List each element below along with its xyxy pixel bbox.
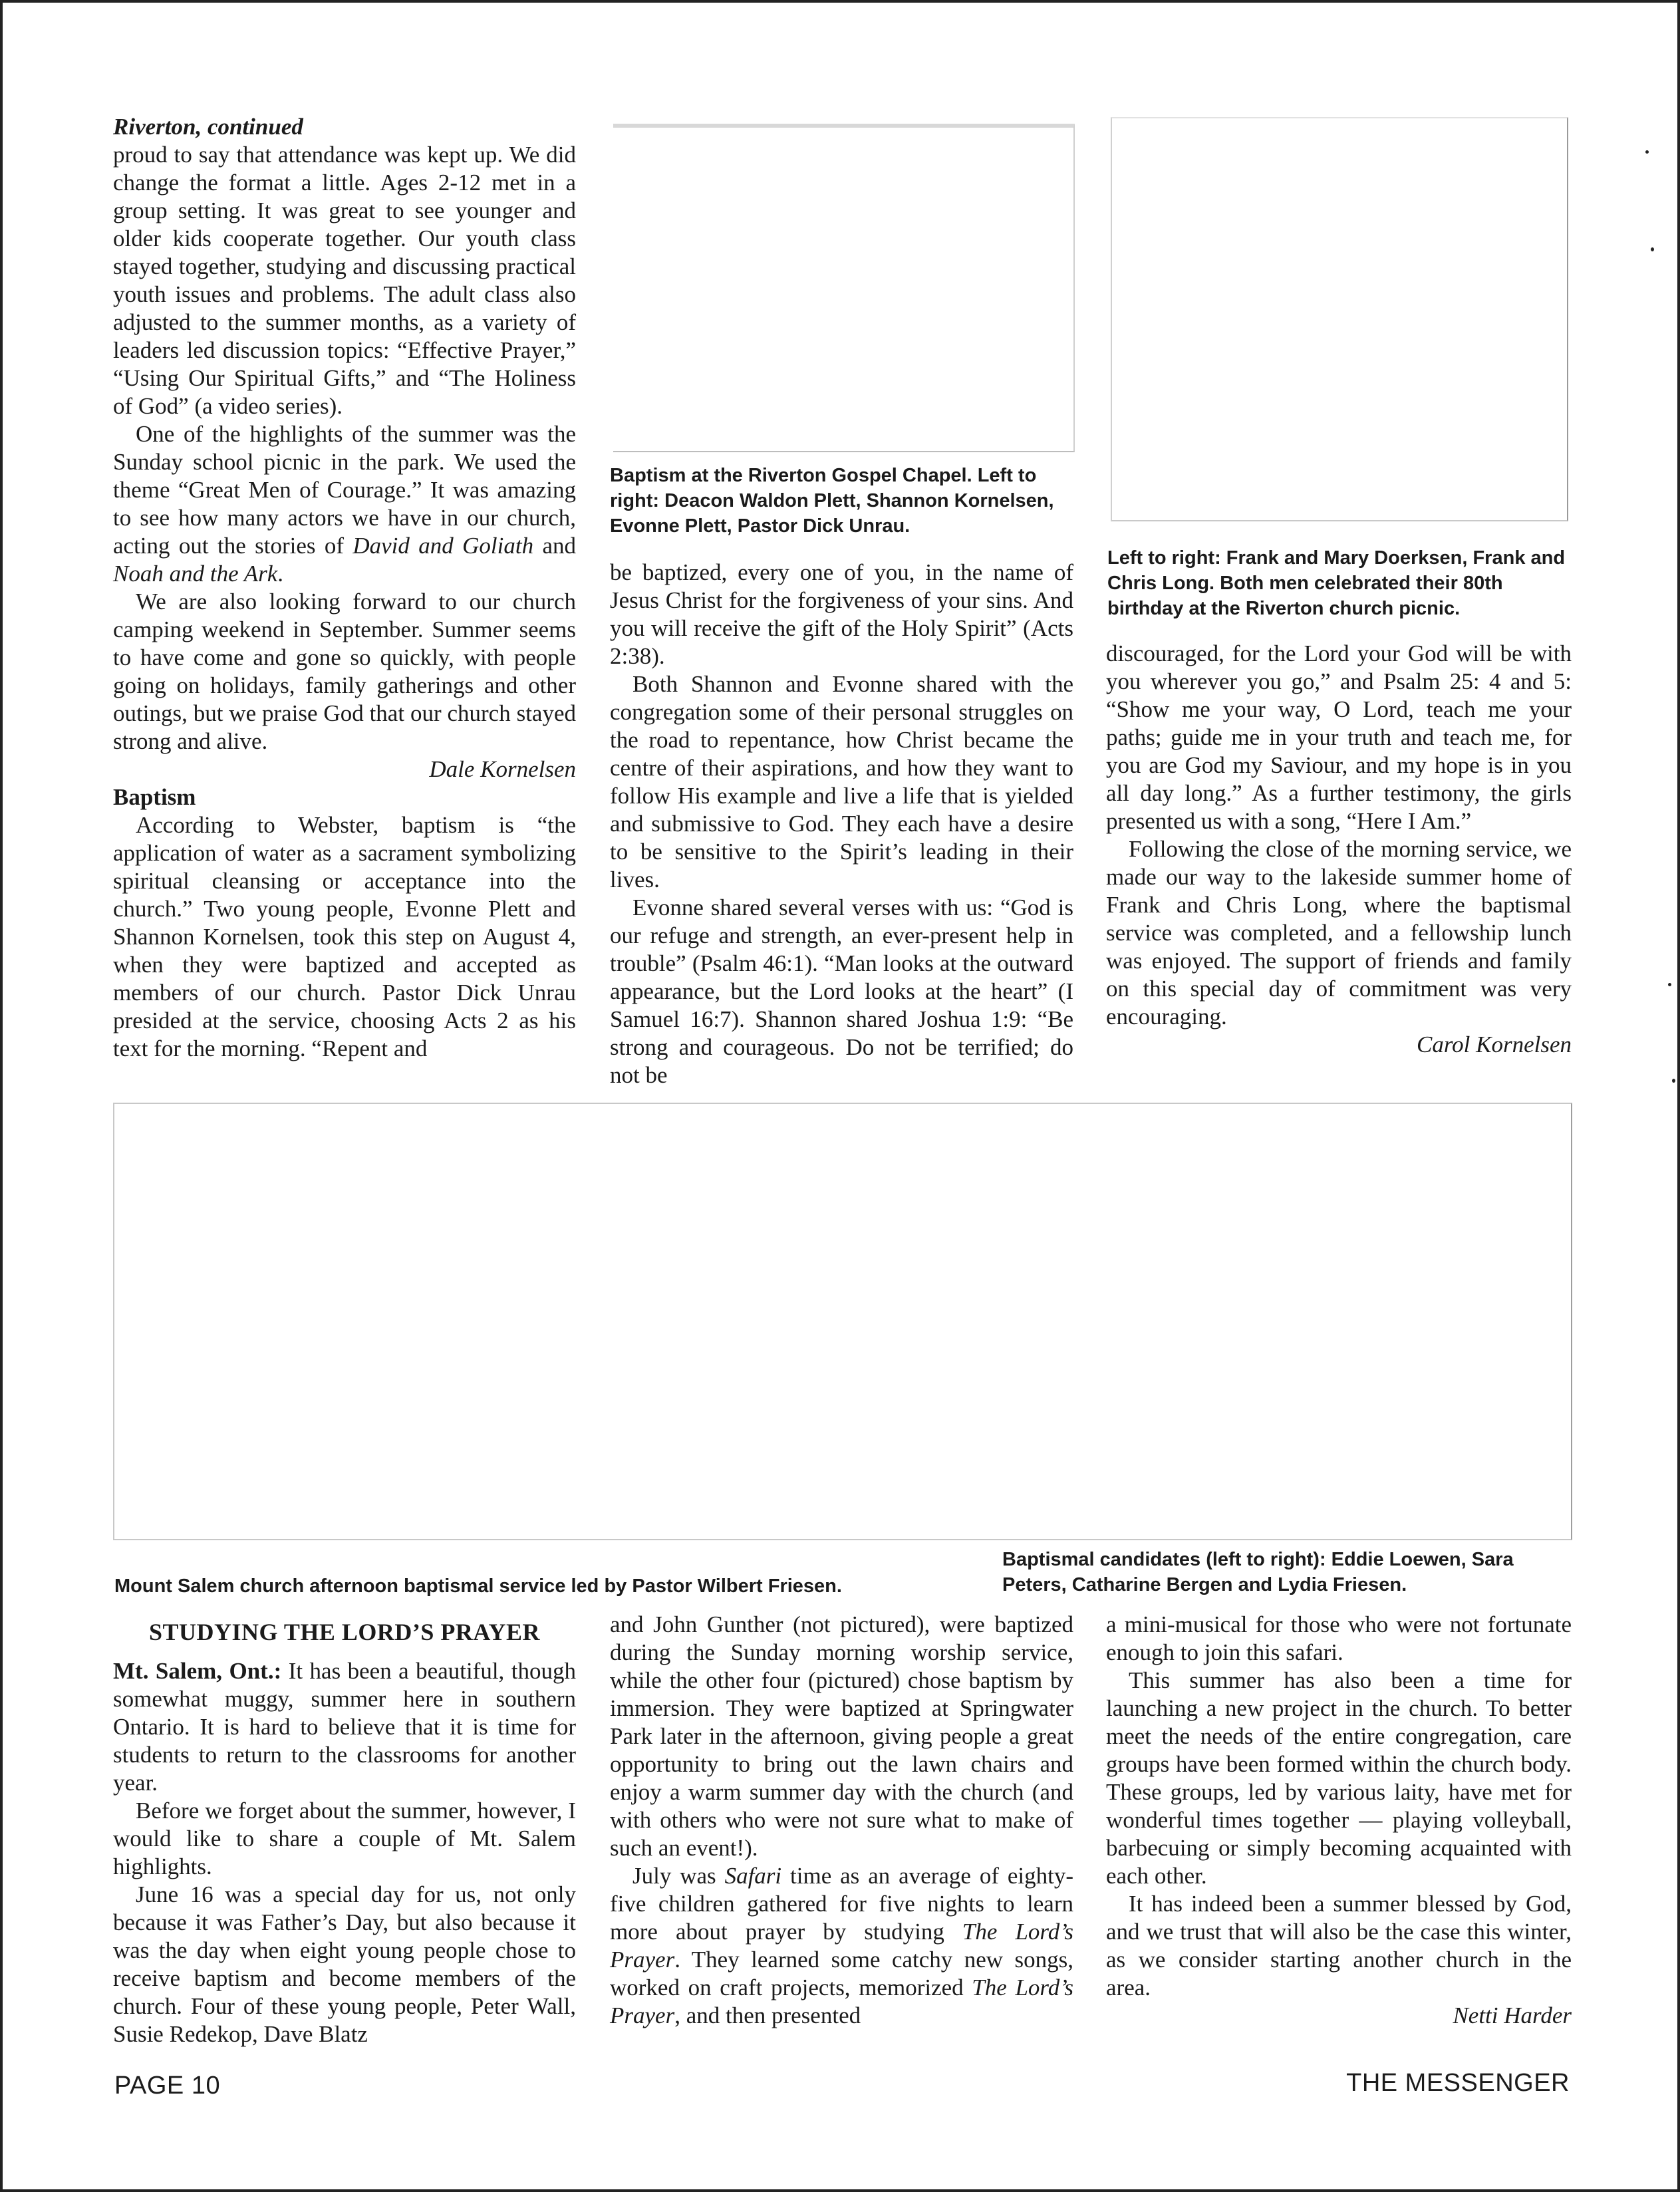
mount-salem-para-1 (113, 1657, 576, 1797)
mount-salem-para-3: June 16 was a special day for us, not only because it was Father’s Day, but also because it was the day when eight young people chose to receive baptism and become members of the church. Four of these young people, Peter Wall, Susie Redekop, Dave Blatz (113, 1881, 576, 2047)
riverton-story-2: Noah and the Ark (113, 561, 278, 587)
baptism-author: Carol Kornelsen (1416, 1031, 1572, 1057)
column-mount-salem-2 (610, 1611, 1073, 2030)
scan-speck (1672, 1079, 1675, 1083)
photo-mount-salem-baptism (113, 1103, 1572, 1540)
lords-prayer-italic-2: The Lord’s Prayer (610, 1975, 1073, 2028)
page-number: PAGE 10 (114, 2072, 221, 2100)
riverton-continued-heading: Riverton, continued (113, 114, 303, 140)
mount-salem-para-5 (610, 1862, 1073, 2030)
column-mount-salem-1 (113, 1617, 576, 2048)
baptism-para-4: Evonne shared several verses with us: “God is our refuge and strength, an ever-present help in trouble” (Psalm 46:1). “Man looks at the outward appearance, but the Lord looks at the heart” (I Samuel 16:7). Shannon shared Joshua 1:9: “Be strong and courageous. Do not be terrified; do not be (610, 894, 1073, 1088)
safari-italic: Safari (724, 1863, 782, 1889)
caption-riverton-picnic: Left to right: Frank and Mary Doerksen, Frank and Chris Long. Both men celebrated their 80th birthday at the Riverton church picnic. (1107, 547, 1566, 619)
mount-salem-para-6: a mini-musical for those who were not fortunate enough to join this safari. (1106, 1611, 1572, 1665)
riverton-para-2 (113, 420, 576, 588)
column-mount-salem-3 (1106, 1611, 1572, 2030)
riverton-para-2-text: One of the highlights of the summer was the Sunday school picnic in the park. We used the theme “Great Men of Courage.” It was amazing to see how many actors we have in our church, acting out the stories of (113, 421, 576, 559)
baptism-para-2: be baptized, every one of you, in the name of Jesus Christ for the forgiveness of your sins. And you will receive the gift of the Holy Spirit” (Acts 2:38). (610, 559, 1073, 669)
baptism-para-1: According to Webster, baptism is “the application of water as a sacrament symbolizing spiritual cleansing or acceptance into the church.” Two young people, Evonne Plett and Shannon Kornelsen, took this step on August 4, when they were baptized and accepted as members of our church. Pastor Dick Unrau presided at the service, choosing Acts 2 as his text for the morning. “Repent and (113, 812, 576, 1061)
caption-mount-salem-service: Mount Salem church afternoon baptismal service led by Pastor Wilbert Friesen. (114, 1576, 842, 1597)
column-riverton (113, 113, 576, 1063)
scan-speck (1651, 247, 1654, 251)
mount-salem-para-8: It has indeed been a summer blessed by God, and we trust that will also be the case this winter, as we consider starting another church in the area. (1106, 1891, 1572, 2000)
scan-speck (1668, 983, 1671, 986)
section-title-lords-prayer: STUDYING THE LORD’S PRAYER (148, 1619, 541, 1645)
mount-salem-para-7: This summer has also been a time for launching a new project in the church. To better meet the needs of the entire congregation, care groups have been formed within the church body. These groups, led by various laity, have met for wonderful times together — playing volleyball, barbecuing or simply becoming acquainted with each other. (1106, 1667, 1572, 1889)
photo-riverton-picnic (1111, 117, 1568, 521)
riverton-conj: and (533, 533, 576, 559)
publication-name: THE MESSENGER (1346, 2069, 1570, 2097)
riverton-para-3: We are also looking forward to our church camping weekend in September. Summer seems to have come and gone so quickly, with people going on holidays, family gatherings and other outings, but we praise God that our church stayed strong and alive. (113, 589, 576, 754)
mount-salem-para-1-text: It has been a beautiful, though somewhat muggy, summer here in southern Ontario. It is hard to believe that it is time for students to return to the classrooms for another year. (113, 1658, 576, 1796)
baptism-para-3: Both Shannon and Evonne shared with the congregation some of their personal struggles on the road to repentance, how Christ became the centre of their aspirations, and how they want to follow His example and live a life that is yielded and submissive to God. They each have a desire to be sensitive to the Spirit’s leading in their lives. (610, 671, 1073, 892)
column-baptism-continued (610, 559, 1073, 1089)
baptism-heading: Baptism (113, 784, 196, 810)
riverton-story-1: David and Goliath (352, 533, 534, 559)
mount-salem-para-4: and John Gunther (not pictured), were baptized during the Sunday morning worship service, while the other four (pictured) chose baptism by immersion. They were baptized at Springwater Park later in the afternoon, giving people a great opportunity to bring out the lawn chairs and enjoy a warm summer day with the church (and with others who were not sure what to make of such an event!). (610, 1611, 1073, 1861)
photo-riverton-baptism (613, 124, 1075, 452)
riverton-author: Dale Kornelsen (429, 756, 576, 782)
baptism-para-5: discouraged, for the Lord your God will be with you wherever you go,” and Psalm 25: 4 and 5: “Show me your way, O Lord, teach me your paths; guide me in your truth and teach me, for you are God my Saviour, and my hope is in you all day long.” As a further testimony, the girls presented us with a song, “Here I Am.” (1106, 640, 1572, 834)
column-baptism-end (1106, 640, 1572, 1059)
safari-text-g: , and then presented (674, 2002, 861, 2028)
safari-text-e: . They learned some catchy new songs, worked on craft projects, memorized (610, 1947, 1073, 2000)
caption-baptismal-candidates: Baptismal candidates (left to right): Eddie Loewen, Sara Peters, Catharine Bergen and Lydia Friesen. (1002, 1549, 1514, 1595)
lords-prayer-italic-1: The Lord’s Prayer (610, 1919, 1073, 1973)
mount-salem-author: Netti Harder (1453, 2002, 1572, 2028)
baptism-para-6: Following the close of the morning service, we made our way to the lakeside summer home of Frank and Chris Long, where the baptismal service was completed, and a fellowship lunch was enjoyed. The support of friends and family on this special day of commitment was very encouraging. (1106, 836, 1572, 1029)
caption-riverton-baptism: Baptism at the Riverton Gospel Chapel. Left to right: Deacon Waldon Plett, Shannon Kornelsen, Evonne Plett, Pastor Dick Unrau. (610, 465, 1054, 537)
mount-salem-dateline: Mt. Salem, Ont.: (113, 1658, 282, 1684)
riverton-period: . (277, 561, 284, 587)
safari-text-a: July was (632, 1863, 725, 1889)
riverton-para-1: proud to say that attendance was kept up. We did change the format a little. Ages 2-12 met in a group setting. It was great to see younger and older kids cooperate together. Our youth class stayed together, studying and discussing practical youth issues and problems. The adult class also adjusted to the summer months, as a variety of leaders led discussion topics: “Effective Prayer,” “Using Our Spiritual Gifts,” and “The Holiness of God” (a video series). (113, 142, 576, 419)
scan-speck (1645, 150, 1649, 154)
mount-salem-para-2: Before we forget about the summer, however, I would like to share a couple of Mt. Salem highlights. (113, 1798, 576, 1879)
safari-text-c: time as an average of eighty-five children gathered for five nights to learn more about prayer by studying (610, 1863, 1074, 1945)
